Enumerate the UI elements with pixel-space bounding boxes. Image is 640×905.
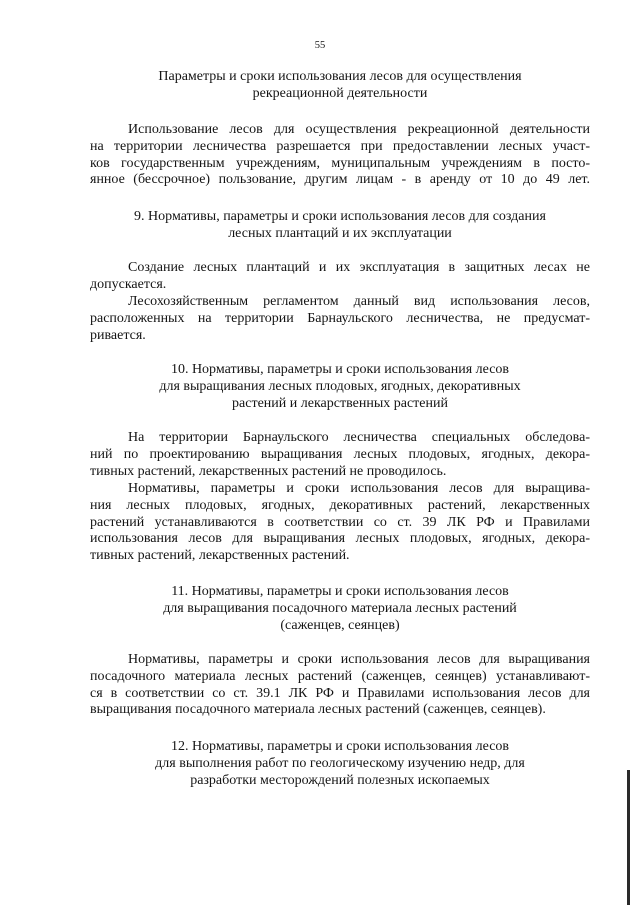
heading-line: растений и лекарственных растений [232,396,448,411]
scan-edge-border [627,770,630,905]
page-number: 55 [314,40,326,51]
section-heading-recreation [110,68,570,102]
paragraph-line: посадочного материала лесных растений (саженцев, сеянцев) устанавливают- [90,668,590,684]
heading-line: рекреационной деятельности [252,86,428,101]
paragraph-section-11 [90,652,590,719]
heading-line: Параметры и сроки использования лесов для осуществления [158,69,522,84]
paragraph-line: на территории лесничества разрешается при предоставлении лесных участ- [90,138,590,154]
heading-line: 10. Нормативы, параметры и сроки использования лесов [170,362,510,377]
paragraph-section-10-b [90,481,590,565]
paragraph-line: ривается. [90,327,146,343]
paragraph-line: тивных растений, лекарственных растений. [90,548,350,564]
paragraph-line: Лесохозяйственным регламентом данный вид использования лесов, [128,294,590,309]
paragraph-line: янное (бессрочное) пользование, другим лицам - в аренду от 10 до 49 лет. [90,172,590,188]
paragraph-line: ния лесных плодовых, ягодных, декоративных растений, лекарственных [90,497,590,513]
paragraph-section-9-a [90,260,590,294]
section-heading-11 [110,583,570,634]
heading-line: 12. Нормативы, параметры и сроки использования лесов [170,739,510,754]
paragraph-line: тивных растений, лекарственных растений не проводилось. [90,463,447,479]
paragraph-recreation [90,122,590,189]
heading-line: для выполнения работ по геологическому изучению недр, для [155,756,525,771]
paragraph-line: На территории Барнаульского лесничества специальных обследова- [128,430,590,445]
heading-line: лесных плантаций и их эксплуатации [228,226,452,241]
heading-line: для выращивания посадочного материала лесных растений [163,601,517,616]
section-heading-10 [110,361,570,412]
paragraph-line: Нормативы, параметры и сроки использования лесов для выращива- [128,481,590,496]
paragraph-line: Создание лесных плантаций и их эксплуатация в защитных лесах не [128,260,590,275]
paragraph-line: ков государственным учреждениям, муниципальным учреждениям в посто- [90,155,590,171]
paragraph-line: выращивания посадочного материала лесных растений (саженцев, сеянцев). [90,702,546,718]
paragraph-line: растений устанавливаются в соответствии со ст. 39 ЛК РФ и Правилами [90,514,590,530]
paragraph-line: использования лесов для выращивания лесных плодовых, ягодных, декора- [90,531,590,547]
heading-line: для выращивания лесных плодовых, ягодных, декоративных [159,379,521,394]
paragraph-line: ся в соответствии со ст. 39.1 ЛК РФ и Правилами использования лесов для [90,685,590,701]
paragraph-section-10-a [90,430,590,480]
paragraph-line: расположенных на территории Барнаульского лесничества, не предусмат- [90,310,590,326]
heading-line: 11. Нормативы, параметры и сроки использования лесов [171,584,509,599]
heading-line: разработки месторождений полезных ископаемых [190,773,490,788]
section-heading-12 [110,738,570,789]
paragraph-line: допускается. [90,276,167,292]
paragraph-line: Использование лесов для осуществления рекреационной деятельности [128,122,590,137]
heading-line: 9. Нормативы, параметры и сроки использования лесов для создания [134,209,546,224]
section-heading-9 [110,208,570,242]
paragraph-line: Нормативы, параметры и сроки использования лесов для выращивания [128,652,590,667]
paragraph-section-9-b [90,294,590,344]
heading-line: (саженцев, сеянцев) [280,618,400,633]
paragraph-line: ний по проектированию выращивания лесных плодовых, ягодных, декора- [90,446,590,462]
